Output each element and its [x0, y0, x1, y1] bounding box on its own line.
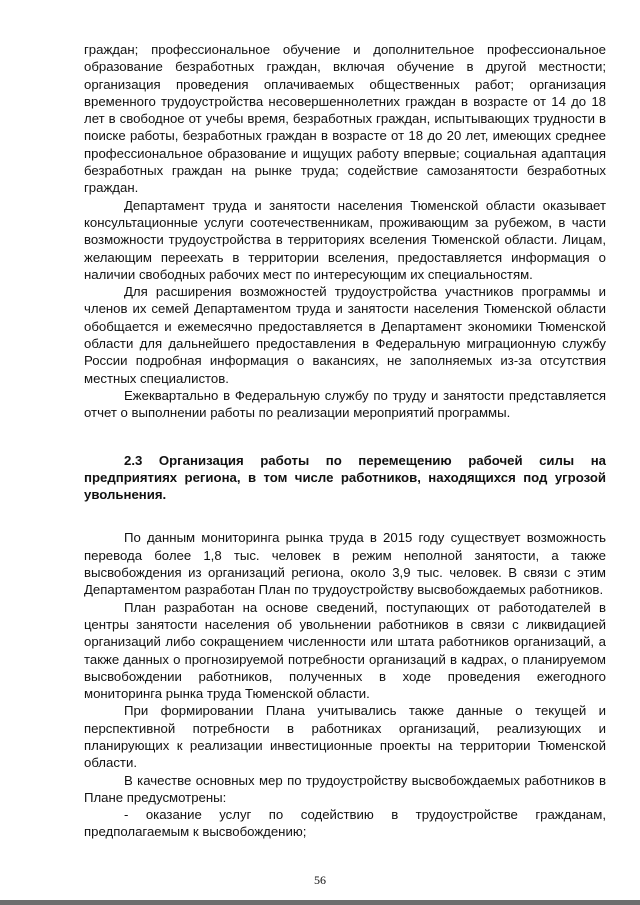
paragraph-plan-basis: План разработан на основе сведений, поступающих от работодателей в центры занятости населения об увольнении работников в связи с ликвидацией организаций либо сокращением численности или штата работников организаций, а также данных о прогнозируемой потребности организаций в кадрах, о планируемом высвобождении работников, полученных в ходе проведения ежегодного мониторинга рынка труда Тюменской области. — [84, 599, 606, 702]
page-number: 56 — [314, 873, 326, 887]
section-heading: 2.3 Организация работы по перемещению рабочей силы на предприятиях региона, в том числе работников, находящихся под угрозой увольнения. — [84, 452, 606, 503]
paragraph-services-list: граждан; профессиональное обучение и дополнительное профессиональное образование безработных граждан, включая обучение в другой местности; организация проведения оплачиваемых общественных работ; организация временного трудоустройства несовершеннолетних граждан в возрасте от 14 до 18 лет в свободное от учебы время, безработных граждан, испытывающих трудности в поиске работы, безработных граждан в возрасте от 18 до 20 лет, имеющих среднее профессиональное образование и ищущих работу впервые; социальная адаптация безработных граждан на рынке труда; содействие самозанятости безработных граждан. — [84, 42, 606, 196]
list-item-employment-assistance: - оказание услуг по содействию в трудоустройстве гражданам, предполагаемым к высвобождению; — [84, 807, 606, 840]
paragraph-monitoring: По данным мониторинга рынка труда в 2015 году существует возможность перевода более 1,8 тыс. человек в режим неполной занятости, а также высвобождения из организаций региона, около 3,9 тыс. человек. В связи с этим Департаментом разработан План по трудоустройству высвобождаемых работников. — [84, 530, 606, 598]
document-page — [84, 41, 606, 841]
paragraph-plan-investment: При формировании Плана учитывались также данные о текущей и перспективной потребности в работниках организаций, реализующих и планирующих к реализации инвестиционные проекты на территории Тюменской области. — [84, 703, 606, 771]
paragraph-vacancies: Для расширения возможностей трудоустройства участников программы и членов их семей Департаментом труда и занятости населения Тюменской области обобщается и ежемесячно предоставляется в Департамент экономики Тюменской области для дальнейшего предоставления в Федеральную миграционную службу России подробная информация о вакансиях, не заполняемых из-за отсутствия местных специалистов. — [84, 284, 606, 386]
paragraph-consulting: Департамент труда и занятости населения Тюменской области оказывает консультационные услуги соотечественникам, проживающим за рубежом, в части возможности трудоустройства в территориях вселения Тюменской области. Лицам, желающим переехать в территории вселения, предоставляется информация о наличии свободных рабочих мест по интересующим их специальностям. — [84, 197, 606, 282]
paragraph-quarterly-report: Ежеквартально в Федеральную службу по труду и занятости представляется отчет о выполнении работы по реализации мероприятий программы. — [84, 387, 606, 421]
paragraph-main-measures: В качестве основных мер по трудоустройству высвобождаемых работников в Плане предусмотрены: — [84, 772, 606, 805]
scan-edge-divider — [0, 900, 640, 905]
